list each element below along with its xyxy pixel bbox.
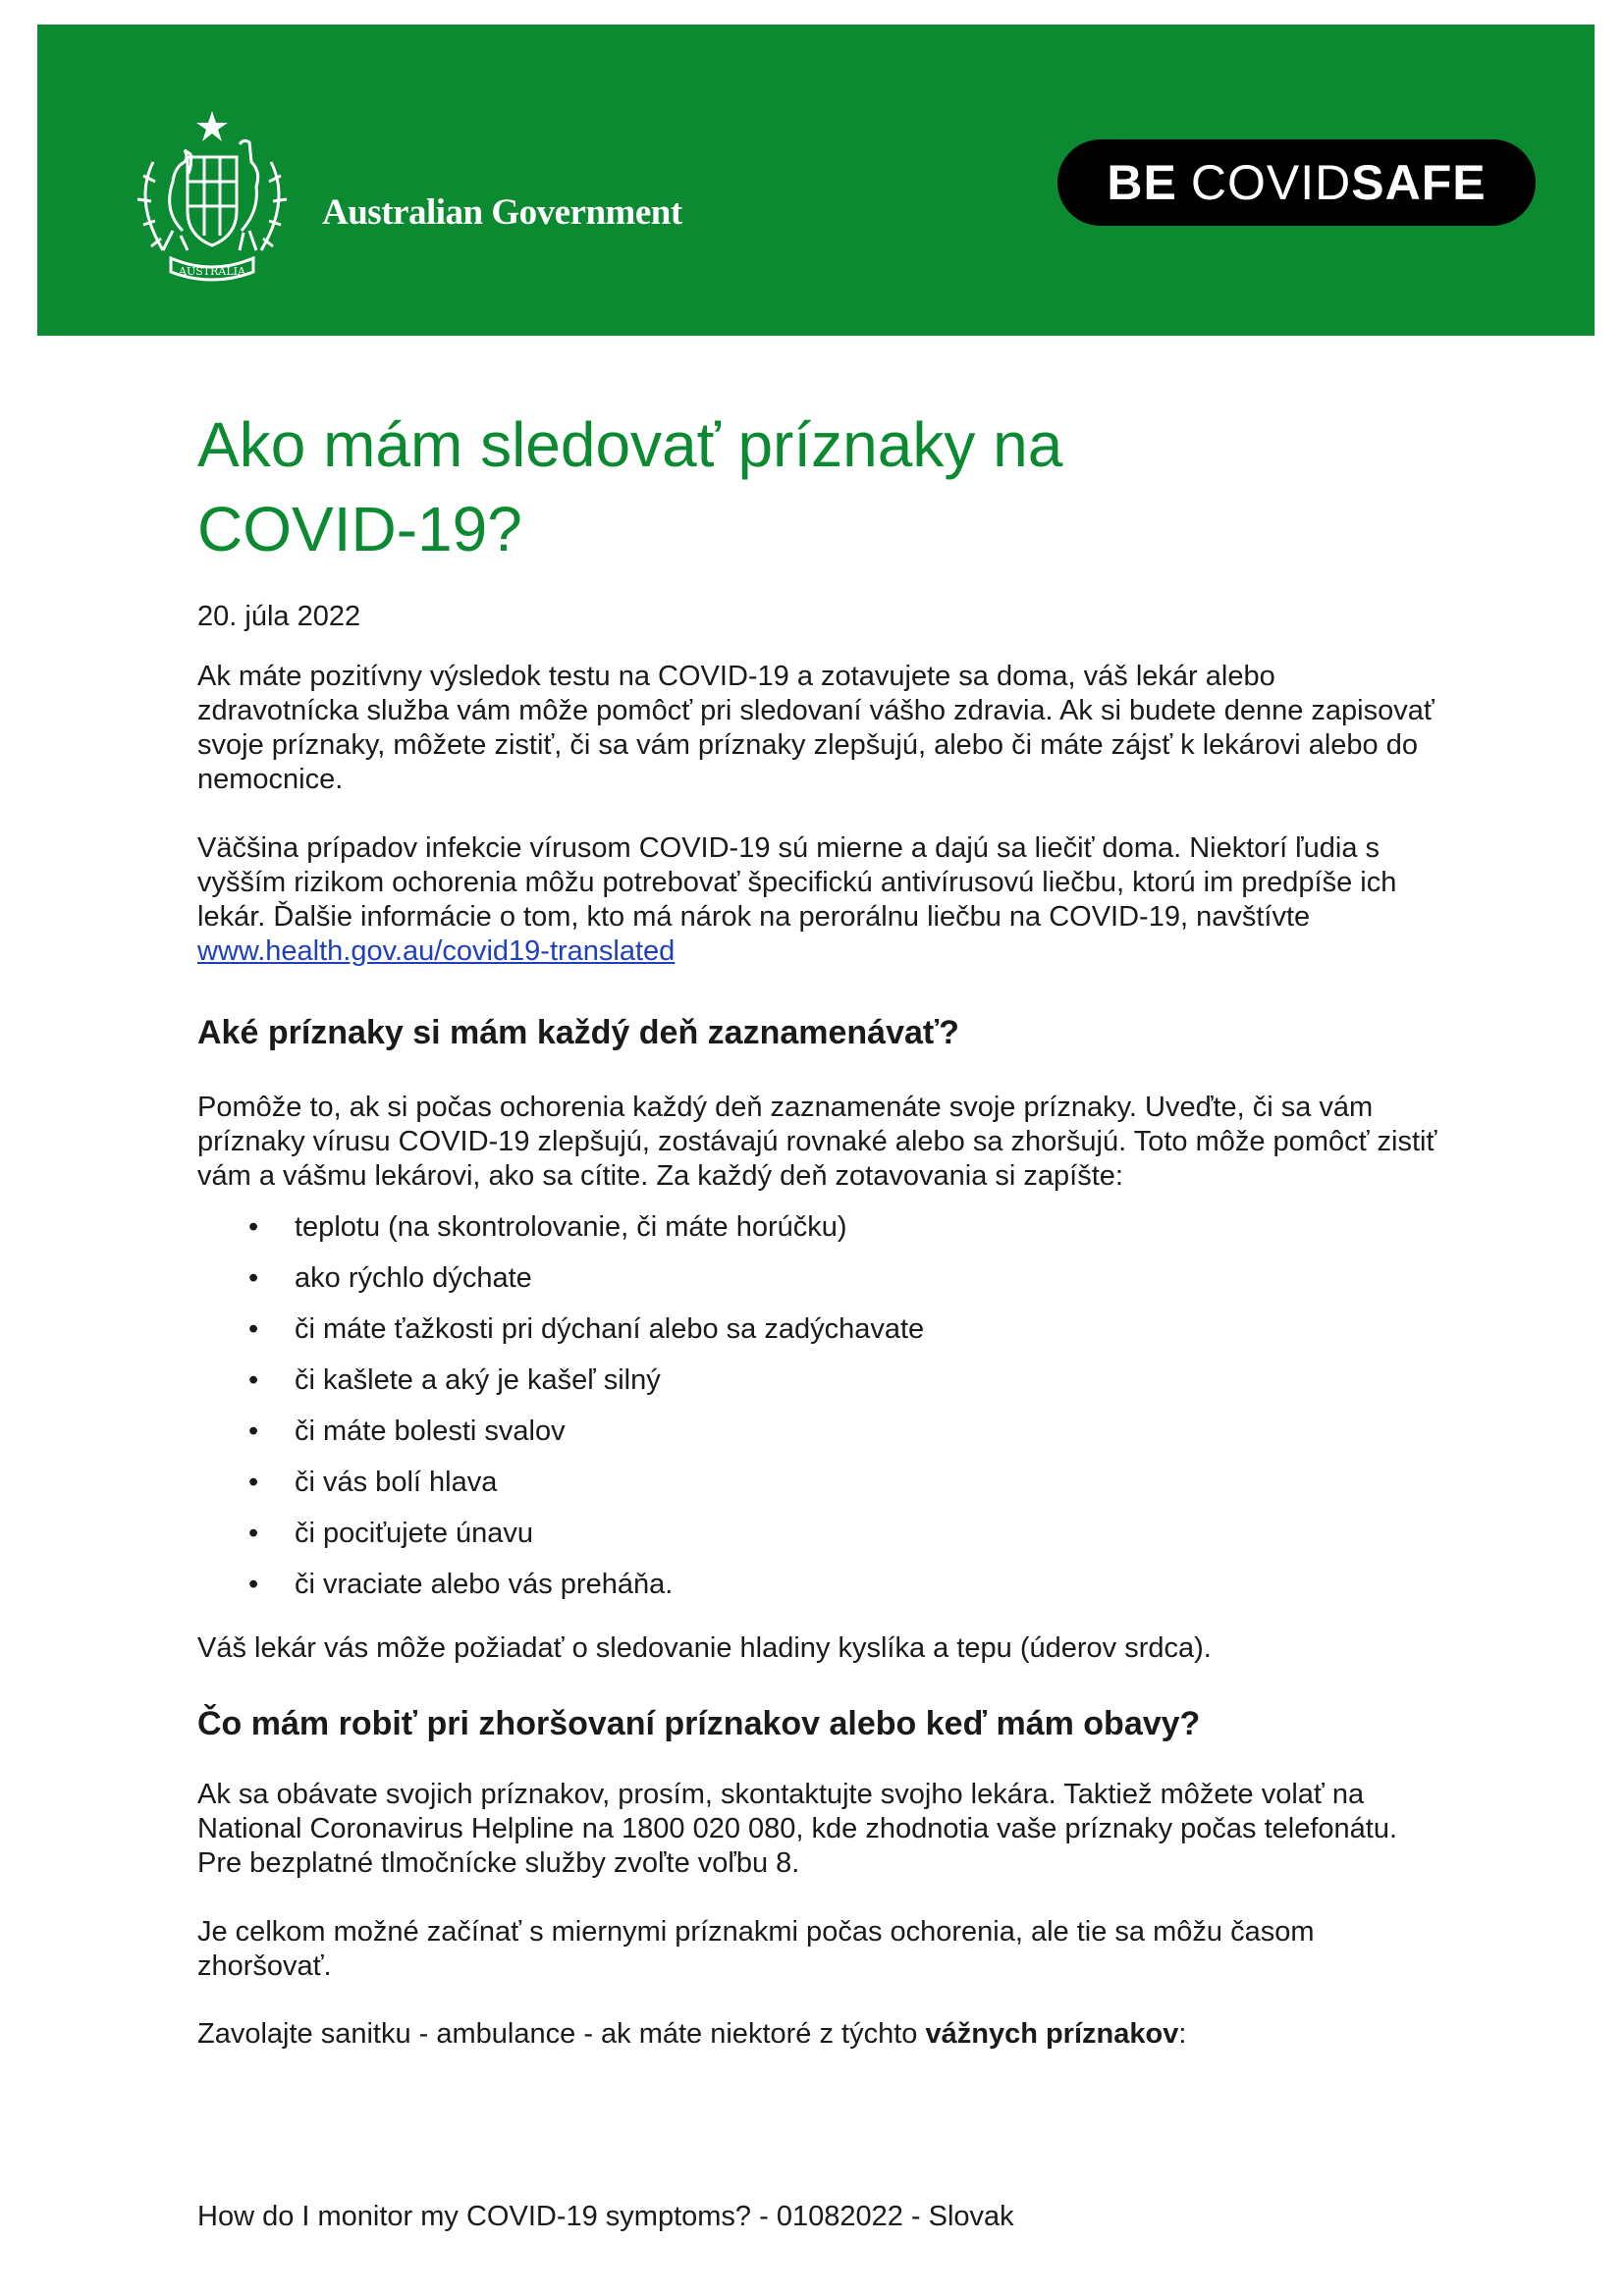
list-item: • či vraciate alebo vás preháňa. bbox=[197, 1559, 1444, 1610]
list-item: • či vás bolí hlava bbox=[197, 1457, 1444, 1508]
svg-text:AUSTRALIA: AUSTRALIA bbox=[179, 265, 245, 278]
ambulance-end: : bbox=[1178, 2018, 1187, 2050]
list-item: • ako rýchlo dýchate bbox=[197, 1253, 1444, 1304]
page-footer: How do I monitor my COVID-19 symptoms? - 01082022 - Slovak bbox=[197, 2201, 1014, 2232]
document-body bbox=[197, 402, 1444, 2052]
list-item: • či pociťujete únavu bbox=[197, 1508, 1444, 1559]
badge-be: BE bbox=[1107, 155, 1177, 210]
list-item: • teplotu (na skontrolovanie, či máte horúčku) bbox=[197, 1201, 1444, 1253]
government-name: Australian Government bbox=[322, 192, 682, 233]
list-item: • či kašlete a aký je kašeľ silný bbox=[197, 1355, 1444, 1406]
ambulance-bold-text: vážnych príznakov bbox=[925, 2018, 1179, 2050]
list-item: • či máte bolesti svalov bbox=[197, 1406, 1444, 1457]
section-heading-worsening: Čo mám robiť pri zhoršovaní príznakov alebo keď mám obavy? bbox=[197, 1705, 1201, 1742]
mild-cases-paragraph bbox=[197, 831, 1444, 969]
helpline-paragraph: Ak sa obávate svojich príznakov, prosím, skontaktujte svojho lekára. Taktiež môžete volať na National Coronavirus Helpline na 1800 020 080, kde zhodnotia vaše príznaky počas telefonátu. Pre bezplatné tlmočnícke služby zvoľte voľbu 8. bbox=[197, 1779, 1398, 1879]
section-heading-symptoms: Aké príznaky si mám každý deň zaznamenávať? bbox=[197, 1014, 959, 1051]
be-covidsafe-badge bbox=[1057, 139, 1536, 226]
mild-cases-text: Väčšina prípadov infekcie vírusom COVID-19 sú mierne a dajú sa liečiť doma. Niektorí ľudia s vyšším rizikom ochorenia môžu potrebovať špecifickú antivírusovú liečbu, ktorú im predpíše ich lekár. Ďalšie informácie o tom, kto má nárok na perorálnu liečbu na COVID-19, navštívte bbox=[197, 832, 1397, 933]
list-item: • či máte ťažkosti pri dýchaní alebo sa zadýchavate bbox=[197, 1304, 1444, 1355]
publication-date: 20. júla 2022 bbox=[197, 601, 361, 632]
badge-safe: SAFE bbox=[1351, 155, 1487, 210]
health-website-link[interactable]: www.health.gov.au/covid19-translated bbox=[197, 935, 676, 967]
worsening-paragraph: Je celkom možné začínať s miernymi príznakmi počas ochorenia, ale tie sa môžu časom zhoršovať. bbox=[197, 1916, 1315, 1982]
symptoms-list bbox=[197, 1201, 1444, 1610]
badge-covid: COVID bbox=[1190, 155, 1352, 210]
ambulance-text: Zavolajte sanitku - ambulance - ak máte niektoré z týchto bbox=[197, 2018, 926, 2050]
oxygen-paragraph: Váš lekár vás môže požiadať o sledovanie hladiny kyslíka a tepu (úderov srdca). bbox=[197, 1632, 1212, 1664]
symptoms-paragraph: Pomôže to, ak si počas ochorenia každý deň zaznamenáte svoje príznaky. Uveďte, či sa vám príznaky vírusu COVID-19 zlepšujú, zostávajú rovnaké alebo sa zhoršujú. Toto môže pomôcť zistiť vám a vášmu lekárovi, ako sa cítite. Za každý deň zotavovania si zapíšte: bbox=[197, 1092, 1437, 1192]
ambulance-paragraph bbox=[197, 2017, 1444, 2052]
header-banner bbox=[37, 25, 1595, 336]
intro-paragraph: Ak máte pozitívny výsledok testu na COVID-19 a zotavujete sa doma, váš lekár alebo zdravotnícka služba vám môže pomôcť pri sledovaní vášho zdravia. Ak si budete denne zapisovať svoje príznaky, môžete zistiť, či sa vám príznaky zlepšujú, alebo či máte zájsť k lekárovi alebo do nemocnice. bbox=[197, 661, 1435, 795]
page-title: Ako mám sledovať príznaky na COVID-19? bbox=[197, 409, 1063, 564]
australian-coat-of-arms-icon bbox=[94, 103, 330, 290]
